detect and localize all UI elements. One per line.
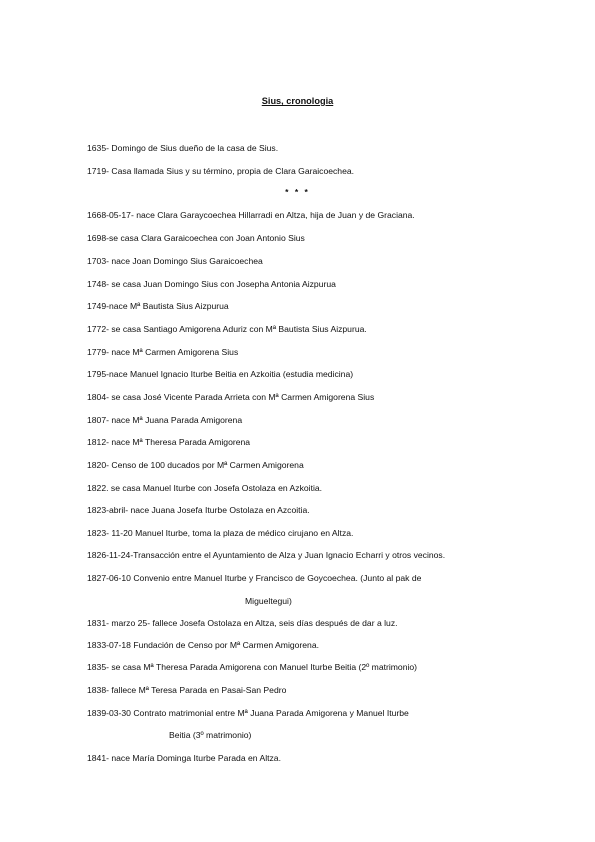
chronology-entry: 1841- nace María Dominga Iturbe Parada en Altza.: [87, 753, 281, 763]
document-title: Sius, cronologia: [261, 96, 334, 106]
section-separator: * * *: [285, 187, 310, 197]
chronology-entry: 1826-11-24-Transacción entre el Ayuntamiento de Alza y Juan Ignacio Echarri y otros vecinos.: [87, 550, 446, 560]
chronology-entry: 1823- 11-20 Manuel Iturbe, toma la plaza de médico cirujano en Altza.: [87, 528, 354, 538]
chronology-entry: 1719- Casa llamada Sius y su término, propia de Clara Garaicoechea.: [87, 166, 355, 176]
chronology-entry: 1635- Domingo de Sius dueño de la casa de Sius.: [87, 143, 279, 153]
chronology-entry: 1807- nace Mª Juana Parada Amigorena: [87, 415, 243, 425]
chronology-entry: 1749-nace Mª Bautista Sius Aizpurua: [87, 301, 229, 311]
chronology-entry: 1838- fallece Mª Teresa Parada en Pasai-San Pedro: [87, 685, 287, 695]
chronology-entry: 1822. se casa Manuel Iturbe con Josefa Ostolaza en Azkoitia.: [87, 483, 323, 493]
chronology-entry: 1698-se casa Clara Garaicoechea con Joan Antonio Sius: [87, 233, 305, 243]
chronology-entry-continuation: Migueltegui): [245, 596, 292, 606]
chronology-entry: 1703- nace Joan Domingo Sius Garaicoechea: [87, 256, 263, 266]
chronology-entry: 1795-nace Manuel Ignacio Iturbe Beitia en Azkoitia (estudia medicina): [87, 369, 354, 379]
chronology-entry: 1804- se casa José Vicente Parada Arrieta con Mª Carmen Amigorena Sius: [87, 392, 375, 402]
chronology-entry: 1668-05-17- nace Clara Garaycoechea Hillarradi en Altza, hija de Juan y de Graciana.: [87, 210, 415, 220]
chronology-entry: 1833-07-18 Fundación de Censo por Mª Carmen Amigorena.: [87, 640, 320, 650]
chronology-entry: 1820- Censo de 100 ducados por Mª Carmen Amigorena: [87, 460, 304, 470]
chronology-entry: 1779- nace Mª Carmen Amigorena Sius: [87, 347, 239, 357]
chronology-entry: 1772- se casa Santiago Amigorena Aduriz con Mª Bautista Sius Aizpurua.: [87, 324, 367, 334]
chronology-entry: 1748- se casa Juan Domingo Sius con Josepha Antonia Aizpurua: [87, 279, 336, 289]
chronology-entry: 1831- marzo 25- fallece Josefa Ostolaza en Altza, seis días después de dar a luz.: [87, 618, 398, 628]
chronology-entry: 1827-06-10 Convenio entre Manuel Iturbe y Francisco de Goycoechea. (Junto al pak de: [87, 573, 422, 583]
chronology-entry: 1812- nace Mª Theresa Parada Amigorena: [87, 437, 251, 447]
chronology-entry: 1835- se casa Mª Theresa Parada Amigorena con Manuel Iturbe Beitia (2º matrimonio): [87, 662, 418, 672]
chronology-entry: 1839-03-30 Contrato matrimonial entre Mª Juana Parada Amigorena y Manuel Iturbe: [87, 708, 409, 718]
chronology-entry-continuation: Beitia (3º matrimonio): [169, 730, 252, 740]
chronology-entry: 1823-abril- nace Juana Josefa Iturbe Ostolaza en Azcoitia.: [87, 505, 310, 515]
